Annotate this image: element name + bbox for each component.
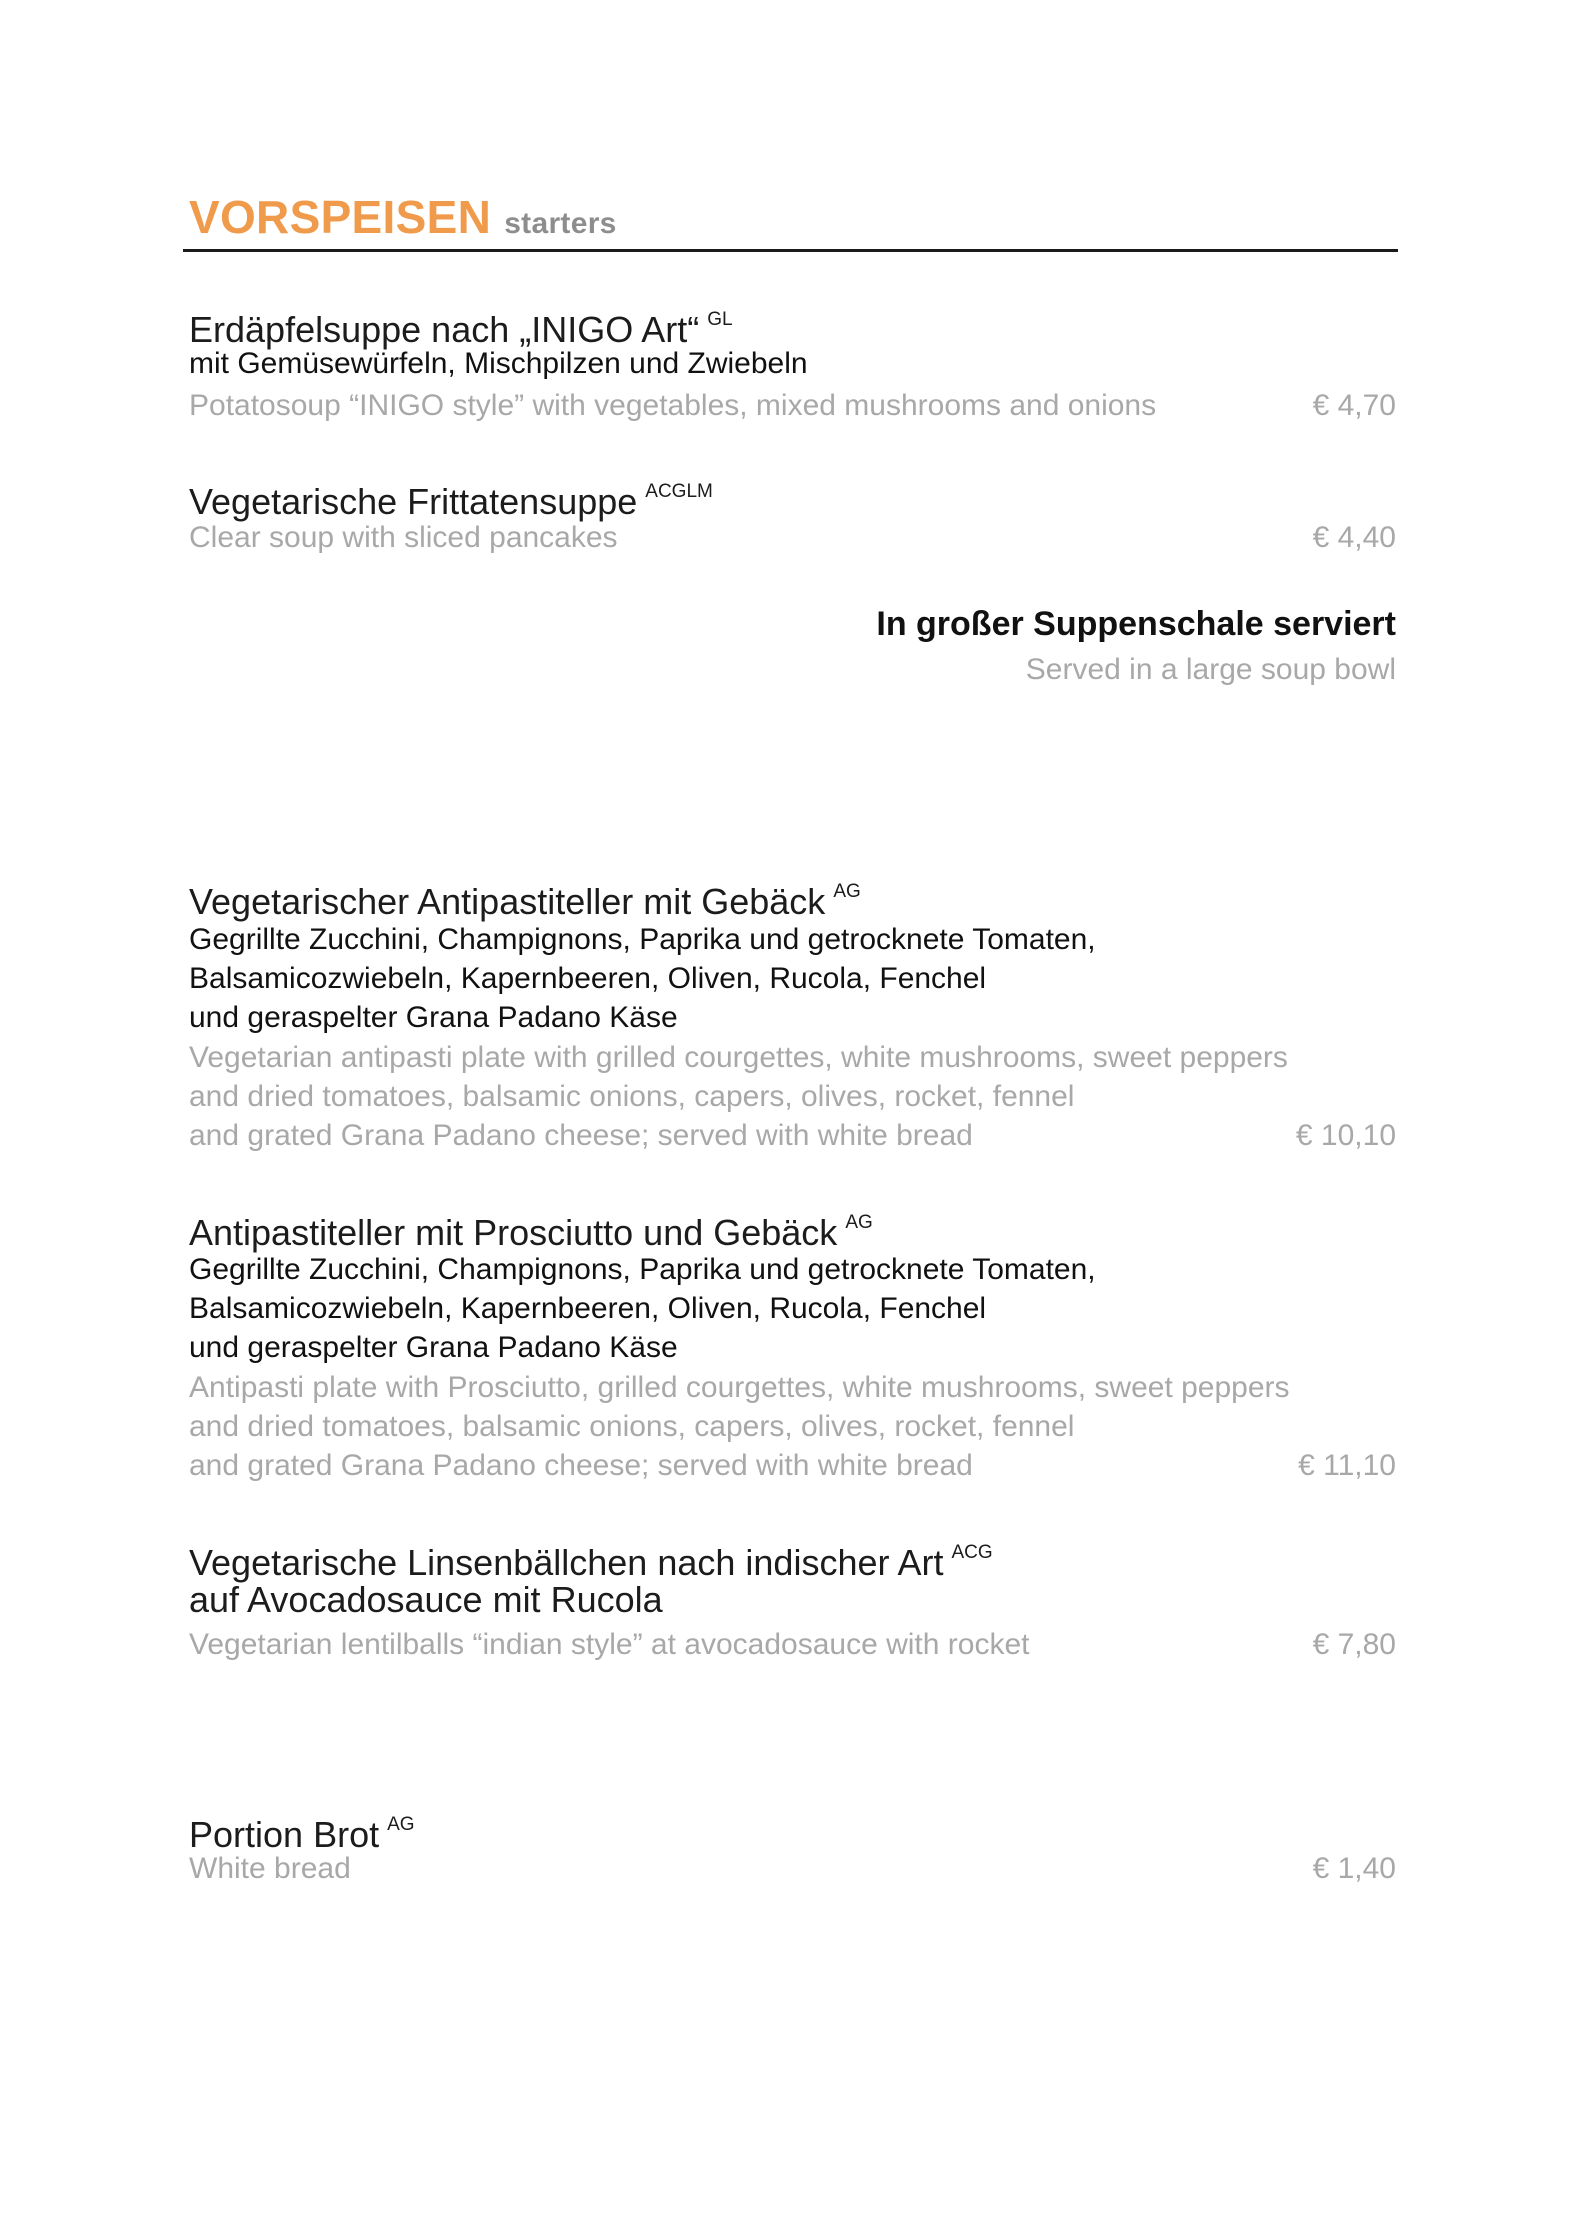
soup-bowl-note-de: In großer Suppenschale serviert	[876, 605, 1396, 643]
item-description-en: and dried tomatoes, balsamic onions, capers, olives, rocket, fennel	[189, 1080, 1075, 1113]
item-description-de: mit Gemüsewürfeln, Mischpilzen und Zwiebeln	[189, 347, 808, 380]
item-description-de: Balsamicozwiebeln, Kapernbeeren, Oliven, Rucola, Fenchel	[189, 962, 987, 995]
item-description-de: Gegrillte Zucchini, Champignons, Paprika und getrocknete Tomaten,	[189, 1253, 1096, 1286]
item-description-en: Clear soup with sliced pancakes	[189, 521, 618, 554]
allergen-codes: ACGLM	[645, 481, 713, 502]
allergen-codes: AG	[845, 1212, 873, 1233]
item-description-en: White bread	[189, 1852, 351, 1885]
soup-bowl-note-en: Served in a large soup bowl	[1025, 653, 1396, 686]
item-price: € 1,40	[1312, 1852, 1396, 1885]
item-title: Vegetarische Frittatensuppe $^{ACGLM}$	[189, 481, 713, 523]
item-title: Antipastiteller mit Prosciutto und Gebäck $^{AG}$	[189, 1212, 873, 1254]
item-description-en: Potatosoup “INIGO style” with vegetables, mixed mushrooms and onions	[189, 389, 1157, 422]
item-price: € 4,40	[1312, 521, 1396, 554]
item-description-en: Vegetarian lentilballs “indian style” at avocadosauce with rocket	[189, 1628, 1030, 1661]
item-price: € 4,70	[1312, 389, 1396, 422]
item-title: Vegetarische Linsenbällchen nach indischer Art $^{ACG}$	[189, 1542, 993, 1584]
item-title-line2: auf Avocadosauce mit Rucola	[189, 1579, 663, 1620]
item-description-de: und geraspelter Grana Padano Käse	[189, 1331, 678, 1364]
section-heading	[189, 190, 617, 244]
item-price: € 11,10	[1298, 1449, 1396, 1482]
heading-divider	[183, 249, 1398, 252]
item-title: Portion Brot $^{AG}$	[189, 1814, 415, 1856]
item-description-en: Antipasti plate with Prosciutto, grilled courgettes, white mushrooms, sweet peppers	[189, 1371, 1290, 1404]
allergen-codes: AG	[833, 881, 861, 902]
item-price: € 7,80	[1312, 1628, 1396, 1661]
item-description-en: and grated Grana Padano cheese; served with white bread	[189, 1449, 973, 1482]
item-description-de: Balsamicozwiebeln, Kapernbeeren, Oliven, Rucola, Fenchel	[189, 1292, 987, 1325]
allergen-codes: AG	[387, 1814, 415, 1835]
item-description-de: Gegrillte Zucchini, Champignons, Paprika und getrocknete Tomaten,	[189, 923, 1096, 956]
item-description-en: and grated Grana Padano cheese; served with white bread	[189, 1119, 973, 1152]
item-description-en: and dried tomatoes, balsamic onions, capers, olives, rocket, fennel	[189, 1410, 1075, 1443]
item-description-de: und geraspelter Grana Padano Käse	[189, 1001, 678, 1034]
item-title: Vegetarischer Antipastiteller mit Gebäck $^{AG}$	[189, 881, 861, 923]
allergen-codes: GL	[707, 309, 733, 330]
item-title: Erdäpfelsuppe nach „INIGO Art“ $^{GL}$	[189, 309, 733, 351]
item-price: € 10,10	[1295, 1119, 1396, 1152]
allergen-codes: ACG	[951, 1542, 993, 1563]
section-title-en: starters	[504, 207, 617, 240]
item-description-en: Vegetarian antipasti plate with grilled courgettes, white mushrooms, sweet peppers	[189, 1041, 1288, 1074]
section-title-de: VORSPEISEN	[189, 191, 492, 243]
